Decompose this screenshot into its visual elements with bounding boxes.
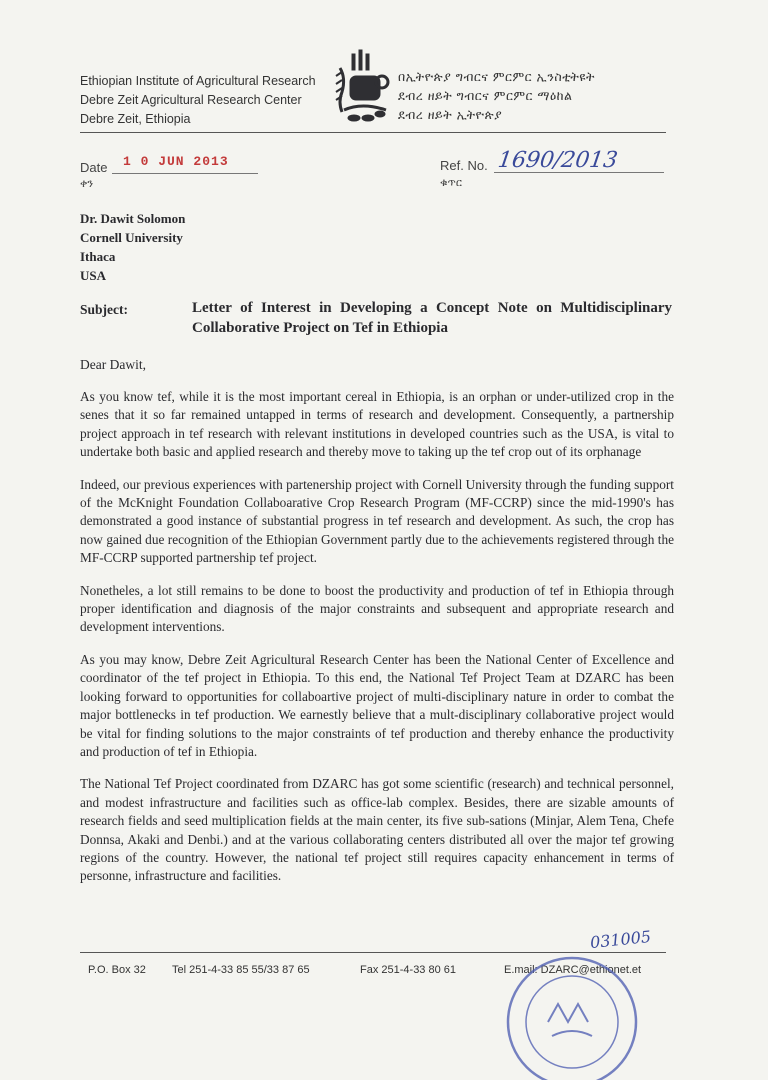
institute-logo-icon [332,48,394,128]
center-location: Debre Zeit, Ethiopia [80,112,191,126]
recipient-city: Ithaca [80,249,116,264]
center-name-amharic: ደብረ ዘይት ግብርና ምርምር ማዕከል [398,88,573,103]
center-name: Debre Zeit Agricultural Research Center [80,93,302,107]
subject-text: Letter of Interest in Developing a Concept Note on Multidisciplinary Collaborative Project on Tef in Ethiopia [192,300,672,336]
letterhead-divider [80,132,666,133]
date-label-amharic: ቀን [80,177,94,190]
letterhead-english [80,72,316,129]
letter-body [80,388,674,900]
date-stamp: 1 0 JUN 2013 [123,154,229,169]
date-label: Date [80,160,108,175]
ref-label: Ref. No. [440,158,488,173]
center-location-amharic: ደብረ ዘይት ኢትዮጵያ [398,107,503,122]
salutation: Dear Dawit, [80,357,146,372]
handwritten-note: 031005 [589,926,652,953]
footer-telephone: Tel 251-4-33 85 55/33 87 65 [172,964,310,976]
body-paragraph: As you know tef, while it is the most important cereal in Ethiopia, is an orphan or under-utilized crop in the senes that it so far remained untapped in terms of research and development. Consequently, a partnership project approach in tef research with relevant institutions in developed countries such as the USA, is vital to undertake both basic and applied research and thereby move to taking up the tef crop out of its orphanage [80,389,674,460]
recipient-country: USA [80,268,107,283]
footer-fax: Fax 251-4-33 80 61 [360,964,457,976]
subject-label: Subject: [80,302,128,317]
body-paragraph: Nonetheles, a lot still remains to be done to boost the productivity and production of tef in Ethiopia through proper identification and diagnosis of the major constraints and subsequent and appropriate research and development interventions. [80,582,674,635]
ref-label-amharic: ቁጥር [440,176,462,189]
official-seal-icon [492,940,672,1080]
recipient-institution: Cornell University [80,230,183,245]
footer-po-box: P.O. Box 32 [88,964,146,976]
date-underline [112,173,258,174]
ref-number: 1690/2013 [496,148,620,173]
body-paragraph: Indeed, our previous experiences with partenership project with Cornell University through the funding support of the McKnight Foundation Collaboarative Crop Research Program (MF-CCRP) since the mid-1990's has demonstrated a good instance of substantial progress in tef research and development. As such, the crop has now gained due recognition of the Ethiopian Government partly due to the achievements registered through the MF-CCRP supported partnership tef project. [80,476,674,566]
recipient-name: Dr. Dawit Solomon [80,211,186,226]
institute-name: Ethiopian Institute of Agricultural Research [80,74,316,88]
letterhead-amharic [398,67,595,124]
footer-email: E.mail: DZARC@ethionet.et [504,964,642,976]
recipient-address [80,209,185,285]
body-paragraph: As you may know, Debre Zeit Agricultural Research Center has been the National Center of Excellence and coordinator of the tef project in Ethiopia. To this end, the National Tef Project Team at DZARC has been looking forward to opportunities for collaboartive project of multi-disciplinary nature in order to combat the major bottlenecks in tef production. We earnestly believe that a mult-disciplinary collaborative project would be vital for finding solutions to the major constraints of tef production and thereby enhance the productivity and production of tef in Ethiopia. [80,651,674,759]
body-paragraph: The National Tef Project coordinated from DZARC has got some scientific (research) and technical personnel, and modest infrastructure and facilities such as office-lab complex. Besides, there are sizable amounts of research fields and seed multiplication fields at the main center, its five sub-sations (Minjar, Alem Tena, Chefe Donnsa, Akaki and Denbi.) and at the various collaborating centers distributed all over the major tef growing regions of the country. However, the national tef project still requires capacity enhancement in terms of personne, infrastructure and facilities. [80,776,674,884]
institute-name-amharic: በኢትዮጵያ ግብርና ምርምር ኢንስቲትዩት [398,69,595,84]
